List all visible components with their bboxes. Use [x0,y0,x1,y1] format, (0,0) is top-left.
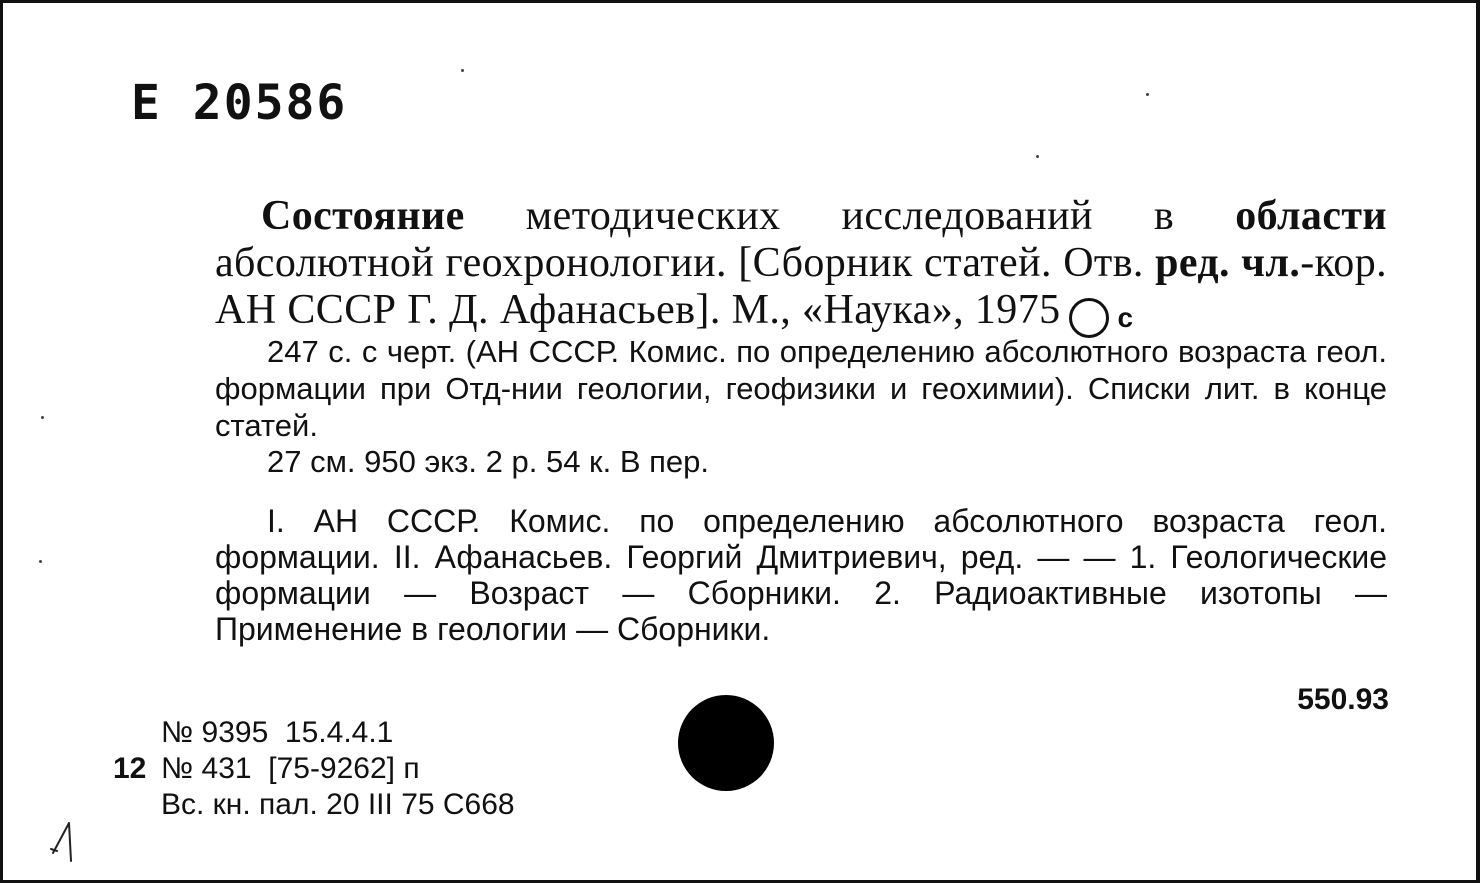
subject-tracing: I. АН СССР. Комис. по определению абсолютного возраста геол. формации. II. Афанасьев. Георгий Дмитриевич, ред. — — 1. Геологические формации — Возраст — Сборники. 2. Радиоактивные изотопы — Применение в геологии — Сборники. [215,503,1387,647]
call-number: Е 20586 [131,75,348,131]
handwritten-mark-icon [47,815,87,865]
collation-note: 247 с. с черт. (АН СССР. Комис. по определению абсолютного возраста геол. формации при Отд-нии геологии, геофизики и геохимии). Списки лит. в конце статей. [215,334,1387,443]
title-first-word: Состояние [261,193,465,239]
title-text-2: абсолютной геохронологии. [Сборник статей. Отв. [215,240,1156,286]
paper-speck [39,560,42,563]
imprint-line [113,751,515,787]
imprint-line [113,715,515,751]
paper-speck [1146,93,1149,96]
size-price-note: 27 см. 950 экз. 2 р. 54 к. В пер. [267,444,710,479]
title-bold-editor: ред. чл. [1155,240,1301,286]
title-statement [215,193,1387,338]
udc-number: 550.93 [1297,683,1389,716]
imprint-text: № 9395 15.4.4.1 [161,716,394,749]
imprint-prefix: 12 [113,752,147,785]
paper-speck [461,69,464,72]
title-text-3: -кор. АН СССР Г. Д. Афанасьев]. М., «Наука», 1975 [215,240,1387,333]
paper-speck [1036,155,1039,158]
title-bold-word: области [1235,193,1387,239]
copyright-icon: c [1069,298,1109,338]
punch-hole [678,695,774,791]
imprint-block [113,715,515,823]
imprint-text: Вс. кн. пал. 20 III 75 С668 [161,788,515,821]
imprint-text: № 431 [75-9262] п [161,752,420,785]
paper-speck [41,416,44,419]
title-text-1: методических исследований в [464,193,1236,239]
imprint-line [113,787,515,823]
